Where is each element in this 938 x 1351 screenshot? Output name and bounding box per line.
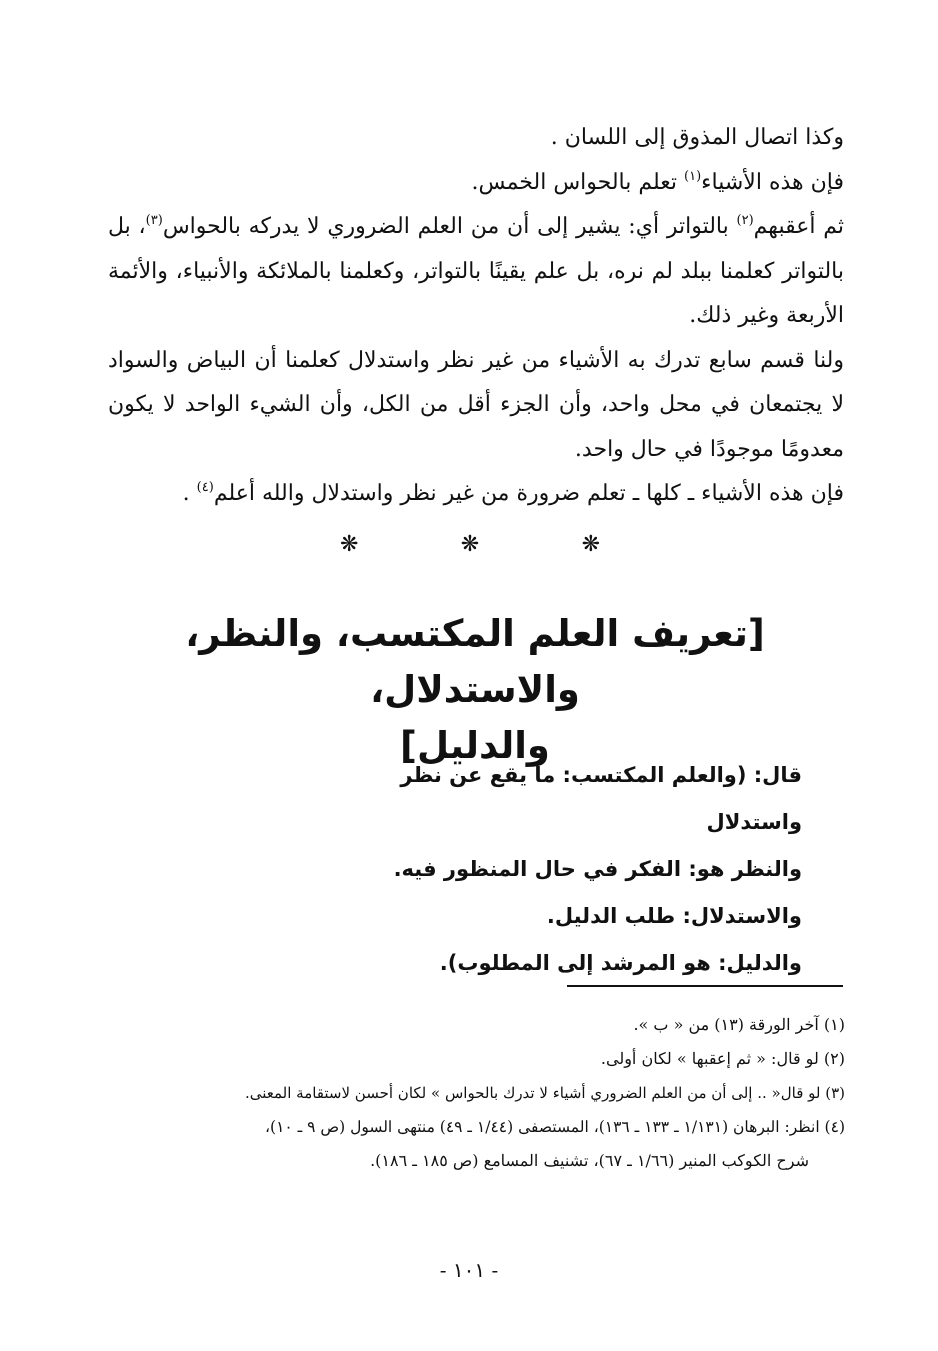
footnote-ref-4: (٤) (196, 480, 214, 495)
section-heading-line-2: والدليل] (400, 724, 550, 767)
paragraph-5-text: فإن هذه الأشياء ـ كلها ـ تعلم ضرورة من غير نظر واستدلال والله أعلم (213, 481, 844, 506)
section-heading (110, 606, 840, 774)
definition-line: والنظر هو: الفكر في حال المنظور فيه. (393, 857, 802, 881)
footnote-1: (١) آخر الورقة (١٣) من « ب ». (633, 1015, 845, 1034)
section-separator (340, 530, 600, 560)
paragraph-3 (108, 205, 844, 339)
paragraph-5 (108, 472, 844, 517)
paragraph-3-text-c: ، بل بالتواتر كعلمنا ببلد لم نره، بل علم يقينًا بالتواتر، وكعلمنا بالملائكة والأنبياء، والأئمة الأربعة وغير ذلك. (108, 214, 844, 328)
asterism-icon: ❋ (460, 532, 480, 557)
paragraph-2-text: فإن هذه الأشياء (701, 169, 844, 195)
definition-line: قال: (والعلم المكتسب: ما يقع عن نظر واستدلال (400, 763, 802, 834)
footnotes (100, 1008, 845, 1178)
footnote-divider (567, 985, 843, 987)
asterism-icon: ❋ (581, 532, 600, 557)
footnote-4-continued: شرح الكوكب المنير (١/٦٦ ـ ٦٧)، تشنيف المسامع (ص ١٨٥ ـ ١٨٦). (370, 1151, 809, 1170)
footnote-3: (٣) لو قال« .. إلى أن من العلم الضروري أشياء لا تدرك بالحواس » لكان أحسن لاستقامة المعنى. (244, 1084, 845, 1102)
definitions-block (300, 752, 802, 987)
footnote-ref-1: (١) (684, 168, 702, 184)
section-heading-line-1: [تعريف العلم المكتسب، والنظر، والاستدلال، (185, 612, 765, 711)
paragraph-2-text-end: تعلم بالحواس الخمس. (471, 169, 685, 195)
footnote-ref-3: (٣) (145, 213, 163, 228)
asterism-icon: ❋ (340, 532, 359, 557)
definition-line: والدليل: هو المرشد إلى المطلوب). (439, 951, 802, 975)
paragraph-3-text-b: بالتواتر أي: يشير إلى أن من العلم الضروري لا يدركه بالحواس (162, 214, 737, 239)
body-text (108, 116, 844, 517)
paragraph-5-text-end: . (182, 481, 197, 506)
page-number: - ١٠١ - (439, 1258, 499, 1282)
paragraph-2 (108, 161, 844, 206)
footnote-ref-2: (٢) (736, 213, 754, 228)
paragraph-4: ولنا قسم سابع تدرك به الأشياء من غير نظر واستدلال كعلمنا أن البياض والسواد لا يجتمعان في محل واحد، وأن الجزء أقل من الكل، وأن الشيء الواحد لا يكون معدومًا موجودًا في حال واحد. (108, 347, 844, 462)
definition-line: والاستدلال: طلب الدليل. (546, 904, 802, 928)
paragraph-1: وكذا اتصال المذوق إلى اللسان . (550, 125, 844, 150)
footnote-2: (٢) لو قال: « ثم إعقبها » لكان أولى. (600, 1049, 845, 1068)
paragraph-3-text-a: ثم أعقبهم (753, 214, 844, 239)
footnote-4: (٤) انظر: البرهان (١/١٣١ ـ ١٣٣ ـ ١٣٦)، المستصفى (١/٤٤ ـ ٤٩) منتهى السول (ص ٩ ـ ١٠)، (265, 1118, 845, 1136)
